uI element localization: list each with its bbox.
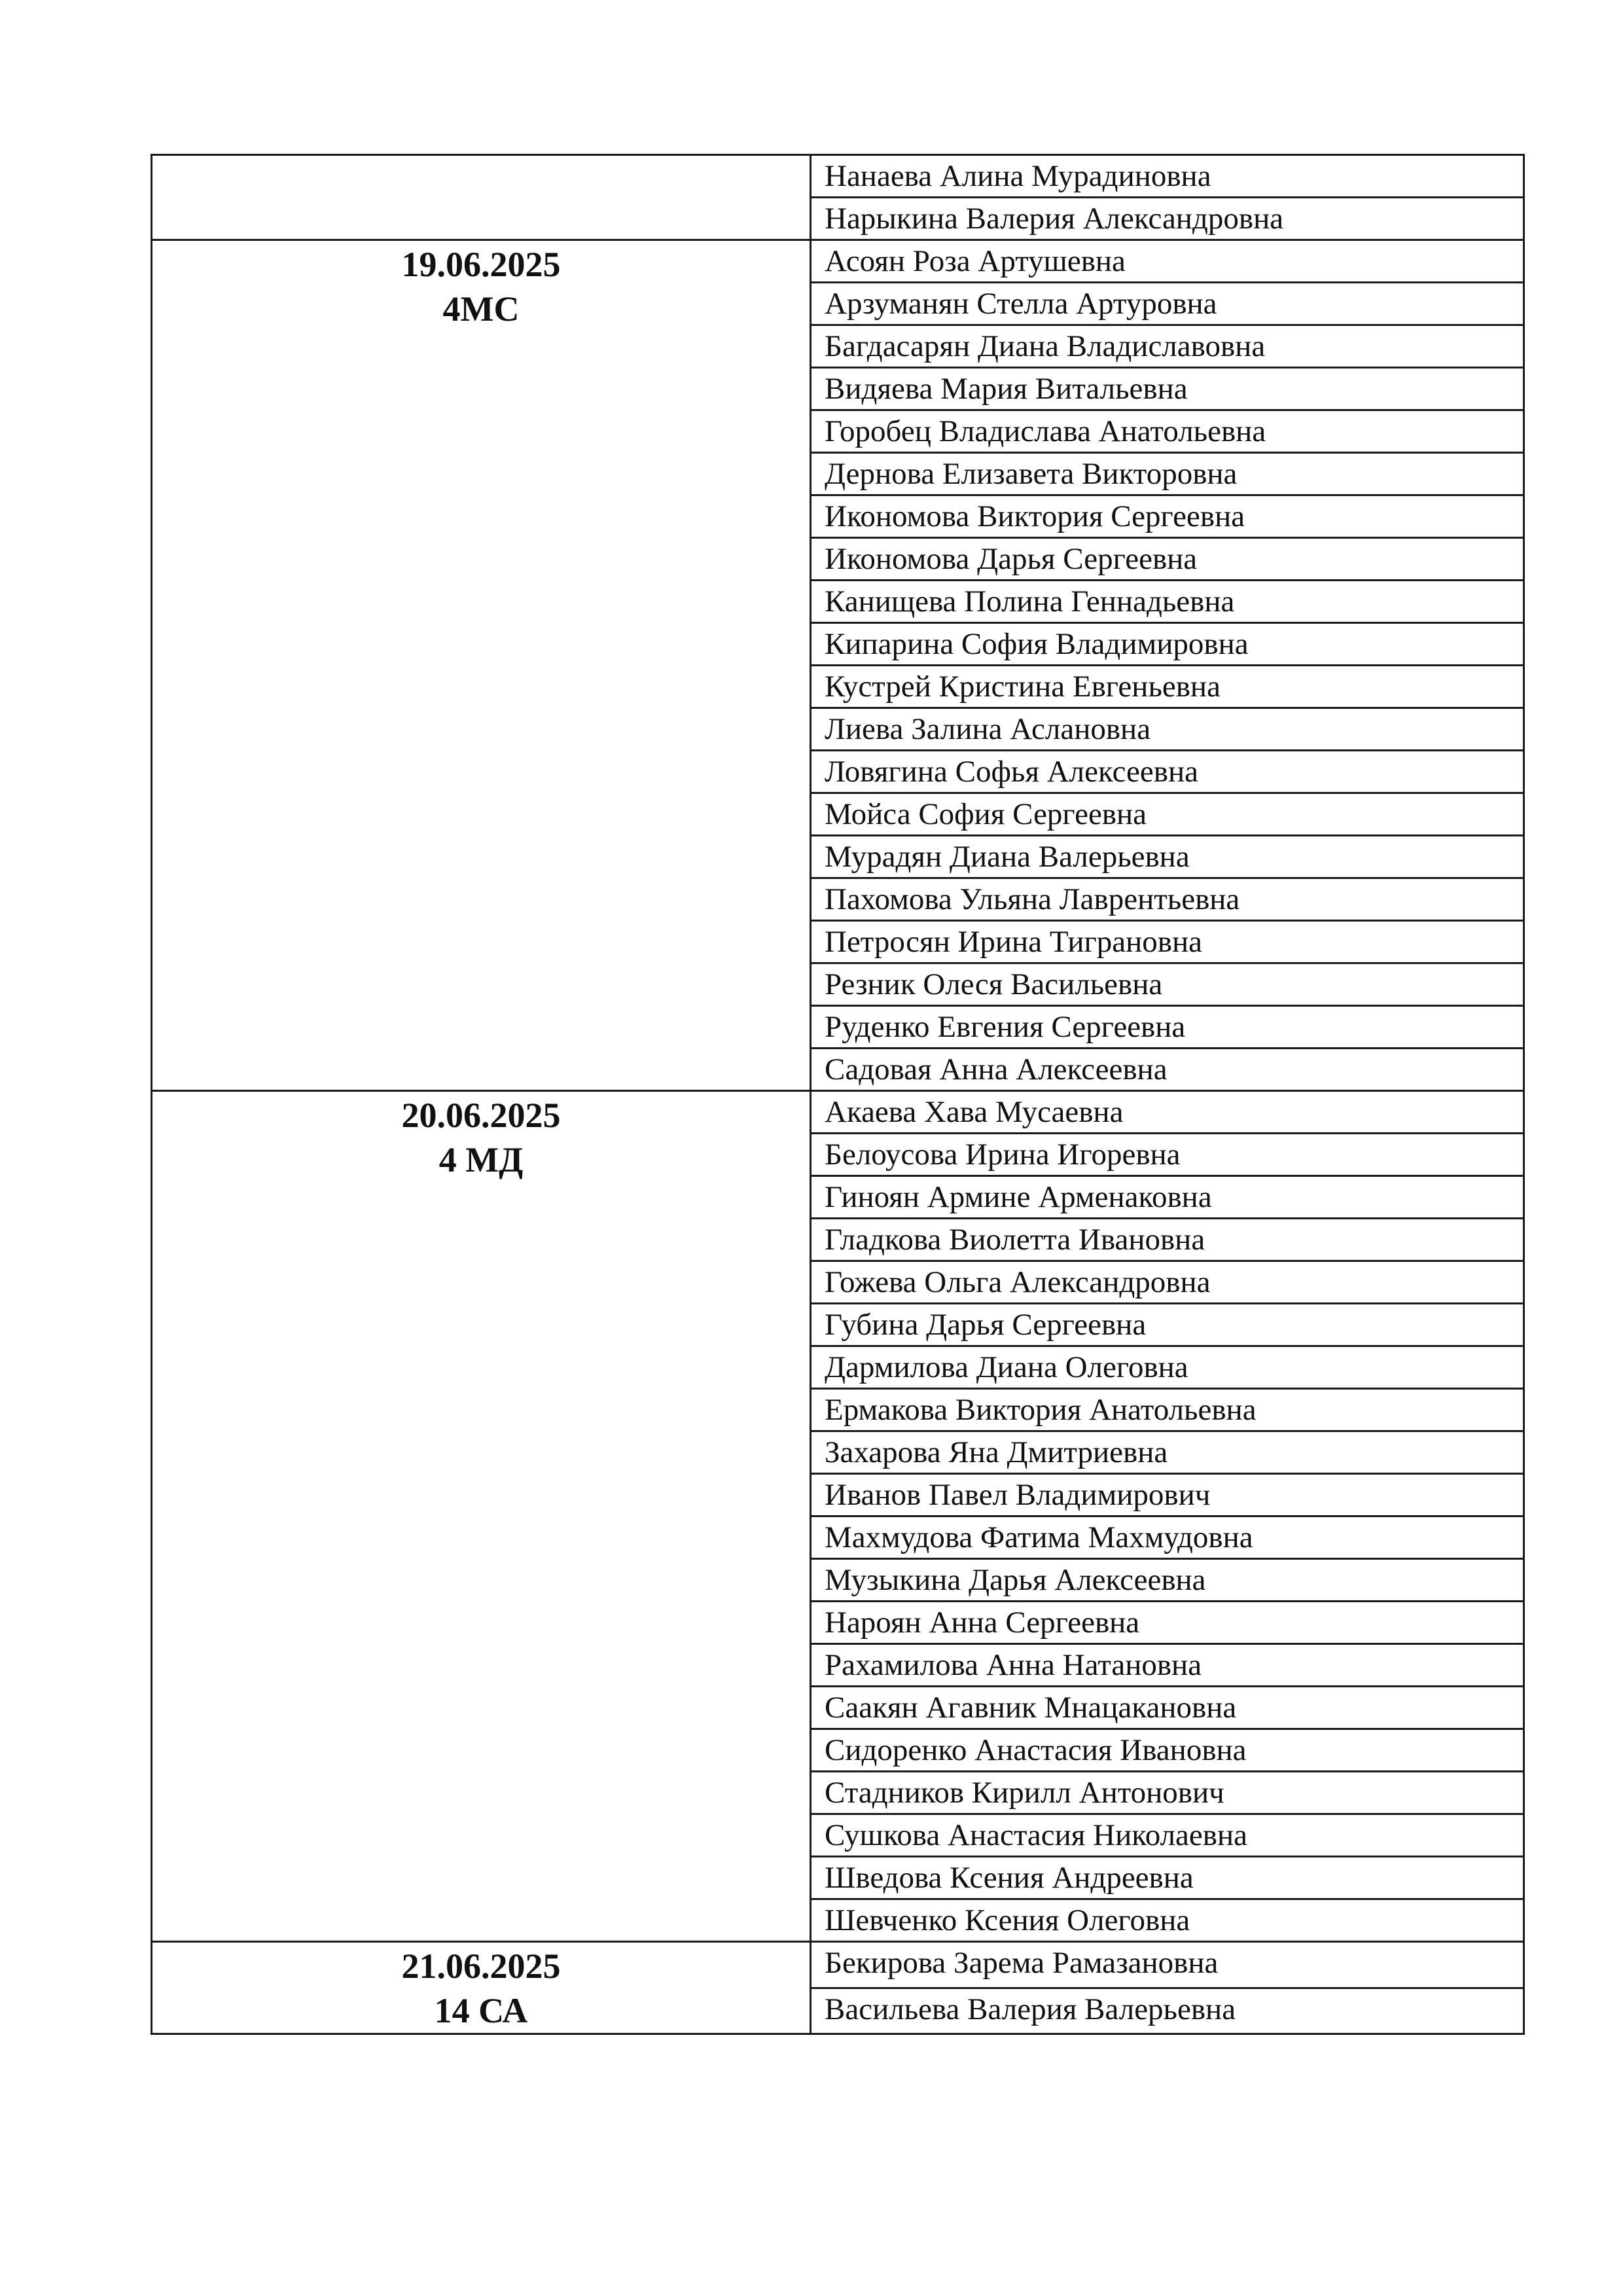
student-name: Захарова Яна Дмитриевна — [811, 1431, 1524, 1474]
student-name: Акаева Хава Мусаевна — [811, 1091, 1524, 1134]
student-name: Шевченко Ксения Олеговна — [811, 1899, 1524, 1942]
student-name: Канищева Полина Геннадьевна — [811, 581, 1524, 623]
table-row — [152, 155, 1524, 198]
table-row — [152, 1942, 1524, 1988]
schedule-table — [151, 154, 1525, 2035]
student-name: Мойса София Сергеевна — [811, 793, 1524, 836]
student-name: Резник Олеся Васильевна — [811, 963, 1524, 1006]
group-code: 4 МД — [438, 1140, 524, 1179]
student-name: Шведова Ксения Андреевна — [811, 1857, 1524, 1899]
student-name: Руденко Евгения Сергеевна — [811, 1006, 1524, 1049]
group-code: 14 СА — [434, 1991, 528, 2030]
student-name: Саакян Агавник Мнацакановна — [811, 1687, 1524, 1729]
group-date: 20.06.2025 — [401, 1096, 561, 1135]
student-name: Ермакова Виктория Анатольевна — [811, 1389, 1524, 1431]
student-name: Сидоренко Анастасия Ивановна — [811, 1729, 1524, 1772]
student-name: Багдасарян Диана Владиславовна — [811, 325, 1524, 368]
student-name: Икономова Дарья Сергеевна — [811, 538, 1524, 581]
group-date-cell — [152, 155, 811, 240]
student-name: Гиноян Армине Арменаковна — [811, 1176, 1524, 1219]
student-name: Икономова Виктория Сергеевна — [811, 495, 1524, 538]
student-name: Васильева Валерия Валерьевна — [811, 1988, 1524, 2034]
group-date: 19.06.2025 — [401, 245, 561, 284]
table-row — [152, 240, 1524, 283]
group-date-cell — [152, 240, 811, 1091]
group-date-cell — [152, 1942, 811, 2034]
group-code: 4МС — [442, 289, 520, 329]
student-name: Музыкина Дарья Алексеевна — [811, 1559, 1524, 1602]
student-name: Петросян Ирина Тиграновна — [811, 921, 1524, 963]
student-name: Видяева Мария Витальевна — [811, 368, 1524, 410]
student-name: Иванов Павел Владимирович — [811, 1474, 1524, 1516]
schedule-table-body — [152, 155, 1524, 2034]
student-name: Кипарина София Владимировна — [811, 623, 1524, 666]
student-name: Дармилова Диана Олеговна — [811, 1346, 1524, 1389]
student-name: Гладкова Виолетта Ивановна — [811, 1219, 1524, 1261]
student-name: Гожева Ольга Александровна — [811, 1261, 1524, 1304]
student-name: Рахамилова Анна Натановна — [811, 1644, 1524, 1687]
student-name: Нанаева Алина Мурадиновна — [811, 155, 1524, 198]
group-date-cell — [152, 1091, 811, 1942]
student-name: Стадников Кирилл Антонович — [811, 1772, 1524, 1814]
student-name: Губина Дарья Сергеевна — [811, 1304, 1524, 1346]
student-name: Кустрей Кристина Евгеньевна — [811, 666, 1524, 708]
student-name: Сушкова Анастасия Николаевна — [811, 1814, 1524, 1857]
student-name: Садовая Анна Алексеевна — [811, 1049, 1524, 1091]
student-name: Ловягина Софья Алексеевна — [811, 751, 1524, 793]
student-name: Асоян Роза Артушевна — [811, 240, 1524, 283]
student-name: Дернова Елизавета Викторовна — [811, 453, 1524, 495]
student-name: Белоусова Ирина Игоревна — [811, 1134, 1524, 1176]
table-row — [152, 1091, 1524, 1134]
student-name: Бекирова Зарема Рамазановна — [811, 1942, 1524, 1988]
student-name: Мурадян Диана Валерьевна — [811, 836, 1524, 878]
group-date: 21.06.2025 — [401, 1946, 561, 1986]
student-name: Махмудова Фатима Махмудовна — [811, 1516, 1524, 1559]
student-name: Пахомова Ульяна Лаврентьевна — [811, 878, 1524, 921]
student-name: Горобец Владислава Анатольевна — [811, 410, 1524, 453]
student-name: Арзуманян Стелла Артуровна — [811, 283, 1524, 325]
student-name: Нароян Анна Сергеевна — [811, 1602, 1524, 1644]
student-name: Нарыкина Валерия Александровна — [811, 198, 1524, 240]
student-name: Лиева Залина Аслановна — [811, 708, 1524, 751]
